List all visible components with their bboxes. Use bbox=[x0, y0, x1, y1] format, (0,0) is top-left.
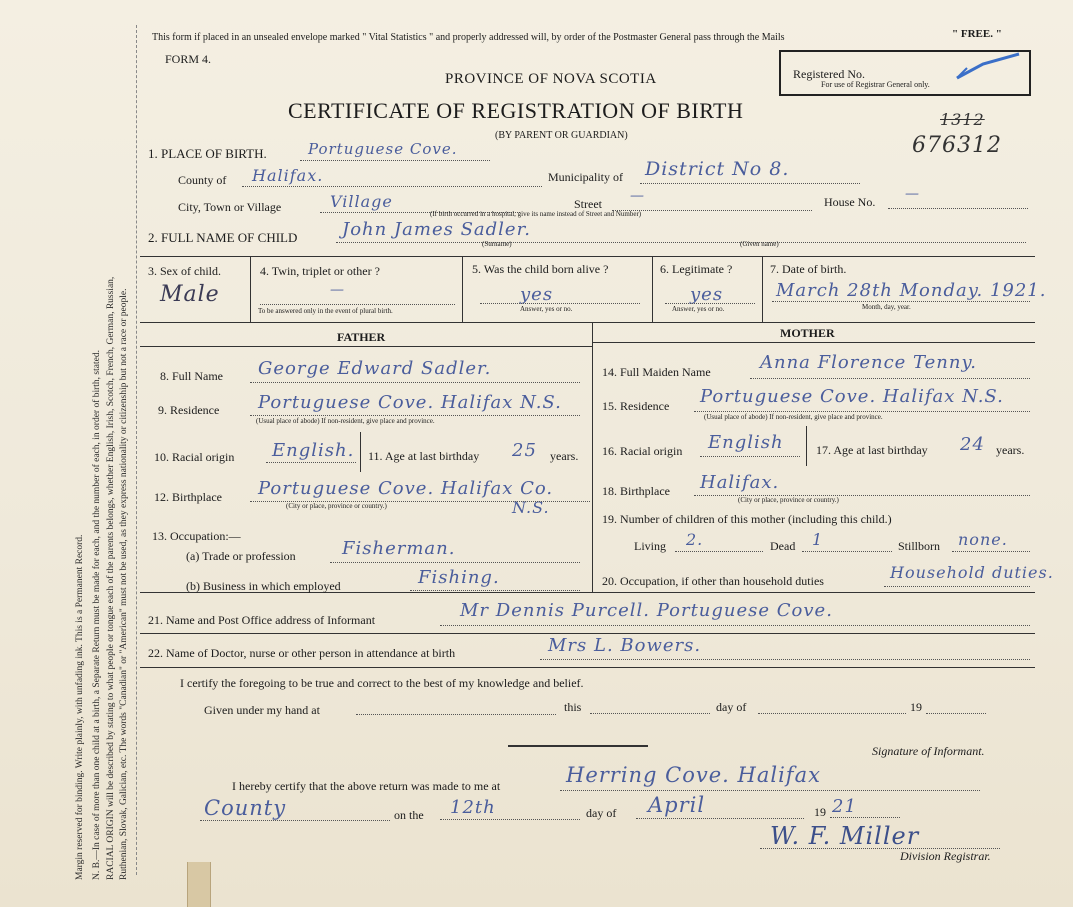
mother-name-label: 14. Full Maiden Name bbox=[602, 365, 711, 379]
informant-line bbox=[440, 625, 1030, 626]
this-label: this bbox=[564, 700, 582, 714]
legitimate-value: yes bbox=[690, 284, 724, 305]
father-business-value: Fishing. bbox=[418, 567, 500, 588]
father-birthplace-label: 12. Birthplace bbox=[154, 490, 222, 504]
father-racial-label: 10. Racial origin bbox=[154, 450, 235, 464]
given-place-line bbox=[356, 714, 556, 715]
twin-label: 4. Twin, triplet or other ? bbox=[260, 264, 380, 278]
father-trade-line bbox=[330, 562, 580, 563]
mother-racial-divider bbox=[806, 426, 807, 466]
mother-name-line bbox=[750, 378, 1030, 379]
legitimate-label: 6. Legitimate ? bbox=[660, 262, 733, 276]
mother-heading-rule bbox=[592, 342, 1035, 343]
father-age-label: 11. Age at last birthday bbox=[368, 449, 480, 463]
stillborn-value: none. bbox=[958, 530, 1008, 549]
binding-margin-line bbox=[136, 25, 137, 875]
informant-label: 21. Name and Post Office address of Informant bbox=[148, 613, 376, 627]
doctor-rule bbox=[140, 667, 1035, 668]
municipality-value: District No 8. bbox=[645, 158, 790, 180]
informant-signature-label: Signature of Informant. bbox=[872, 744, 985, 758]
father-business-label: (b) Business in which employed bbox=[186, 579, 341, 593]
province-heading: PROVINCE OF NOVA SCOTIA bbox=[445, 71, 657, 87]
date-of-birth-label: 7. Date of birth. bbox=[770, 262, 847, 276]
mother-birthplace-note: (City or place, province or country.) bbox=[738, 496, 839, 504]
registrar-signature: W. F. Miller bbox=[770, 822, 920, 850]
mother-children-label: 19. Number of children of this mother (including this child.) bbox=[602, 512, 892, 526]
father-residence-note: (Usual place of abode) If non-resident, give place and province. bbox=[256, 417, 435, 425]
mother-age-value: 24 bbox=[960, 434, 985, 455]
living-line bbox=[675, 551, 763, 552]
child-name-label: 2. FULL NAME OF CHILD bbox=[148, 230, 298, 245]
parents-divider bbox=[592, 322, 593, 592]
hospital-note: (If birth occurred in a hospital, give its name instead of Street and Number) bbox=[430, 210, 642, 218]
day-of-line bbox=[758, 713, 906, 714]
registered-note: For use of Registrar General only. bbox=[821, 80, 930, 89]
mother-occupation-label: 20. Occupation, if other than household duties bbox=[602, 574, 824, 588]
given-under-hand-label: Given under my hand at bbox=[204, 703, 320, 717]
twin-note: To be answered only in the event of plural birth. bbox=[258, 307, 393, 315]
row3-top-rule bbox=[140, 256, 1035, 257]
place-of-birth-line bbox=[300, 160, 490, 161]
registered-number-box bbox=[779, 50, 1031, 96]
child-name-value: John James Sadler. bbox=[342, 219, 531, 240]
city-value: Village bbox=[330, 192, 393, 211]
father-residence-label: 9. Residence bbox=[158, 403, 220, 417]
legitimate-line bbox=[665, 303, 755, 304]
doctor-label: 22. Name of Doctor, nurse or other person in attendance at birth bbox=[148, 646, 456, 660]
page-subtitle: (BY PARENT OR GUARDIAN) bbox=[495, 130, 628, 141]
mother-age-label: 17. Age at last birthday bbox=[816, 443, 928, 457]
father-name-line bbox=[250, 382, 580, 383]
binding-stub bbox=[187, 862, 211, 907]
legitimate-note: Answer, yes or no. bbox=[672, 305, 725, 313]
doctor-value: Mrs L. Bowers. bbox=[548, 635, 702, 656]
father-residence-line bbox=[250, 415, 580, 416]
father-years-label: years. bbox=[550, 449, 579, 463]
registrar-year-value: 21 bbox=[832, 796, 857, 817]
father-racial-value: English. bbox=[272, 440, 355, 461]
page-title: CERTIFICATE OF REGISTRATION OF BIRTH bbox=[288, 98, 744, 123]
father-birthplace-note: (City or place, province or country.) bbox=[286, 502, 387, 510]
twin-value: — bbox=[330, 282, 345, 298]
alive-label: 5. Was the child born alive ? bbox=[472, 262, 609, 276]
row3-div-1 bbox=[250, 256, 251, 322]
day-of-label: day of bbox=[716, 700, 747, 714]
dead-value: 1 bbox=[812, 530, 824, 549]
place-of-birth-value: Portuguese Cove. bbox=[308, 140, 458, 158]
father-residence-value: Portuguese Cove. Halifax N.S. bbox=[258, 392, 562, 413]
father-age-value: 25 bbox=[512, 440, 537, 461]
postal-free: " FREE. " bbox=[952, 28, 1002, 40]
registrar-month-line bbox=[636, 818, 804, 819]
year-prefix: 19 bbox=[910, 700, 922, 714]
street-value: — bbox=[630, 188, 645, 204]
mother-years-label: years. bbox=[996, 443, 1025, 457]
on-the-label: on the bbox=[394, 808, 424, 822]
registrar-day-line bbox=[440, 819, 580, 820]
county-label: County of bbox=[178, 173, 227, 187]
municipality-label: Municipality of bbox=[548, 170, 623, 184]
county-value: Halifax. bbox=[252, 166, 324, 185]
row3-div-3 bbox=[652, 256, 653, 322]
living-value: 2. bbox=[686, 530, 704, 549]
father-business-line bbox=[410, 590, 580, 591]
row3-div-2 bbox=[462, 256, 463, 322]
municipality-line bbox=[640, 183, 860, 184]
county-line bbox=[242, 186, 542, 187]
registrar-place-value: Herring Cove. Halifax bbox=[566, 763, 821, 787]
registrar-county-value: County bbox=[204, 796, 287, 820]
row3-bottom-rule bbox=[140, 322, 1035, 323]
postal-note: This form if placed in an unsealed envelope marked " Vital Statistics " and properly addressed will, by order of the Postmaster General pass through the Mails bbox=[152, 32, 785, 43]
side-note-2: N. B.—In case of more than one child at a birth, a Separate Return must be made for each, and the number of each, in order of birth, stated. bbox=[92, 350, 102, 880]
surname-note: (Surname) bbox=[482, 240, 512, 248]
registrar-place-line bbox=[560, 790, 980, 791]
mother-residence-label: 15. Residence bbox=[602, 399, 670, 413]
mother-heading: MOTHER bbox=[780, 326, 835, 340]
mother-residence-value: Portuguese Cove. Halifax N.S. bbox=[700, 386, 1004, 407]
sex-value: Male bbox=[160, 282, 220, 307]
alive-line bbox=[480, 303, 640, 304]
stillborn-label: Stillborn bbox=[898, 539, 941, 553]
registrar-day-of-label: day of bbox=[586, 806, 617, 820]
father-racial-divider bbox=[360, 432, 361, 472]
mother-birthplace-label: 18. Birthplace bbox=[602, 484, 670, 498]
informant-rule bbox=[140, 633, 1035, 634]
mother-racial-value: English bbox=[708, 432, 784, 453]
mother-occupation-value: Household duties. bbox=[890, 563, 1054, 582]
twin-line bbox=[260, 304, 455, 305]
dead-line bbox=[802, 551, 892, 552]
registration-number: 676312 bbox=[912, 133, 1002, 158]
father-heading: FATHER bbox=[337, 330, 386, 344]
old-number: 1312 bbox=[940, 110, 985, 129]
father-birthplace-value: Portuguese Cove. Halifax Co. bbox=[258, 478, 554, 499]
alive-note: Answer, yes or no. bbox=[520, 305, 573, 313]
blue-check-mark-icon bbox=[953, 52, 1023, 82]
side-note-4: Ruthenian, Slovak, Galician, etc. The words "Canadian" or "American" must not be used, as they express nationality or citizenship but not a race or people. bbox=[119, 288, 129, 880]
street-label: Street bbox=[574, 197, 602, 211]
father-heading-rule bbox=[140, 346, 592, 347]
father-trade-value: Fisherman. bbox=[342, 538, 456, 559]
mother-residence-note: (Usual place of abode) If non-resident, give place and province. bbox=[704, 413, 883, 421]
informant-signature-line bbox=[508, 745, 648, 747]
father-trade-label: (a) Trade or profession bbox=[186, 549, 296, 563]
year-line bbox=[926, 713, 986, 714]
side-note-1: Margin reserved for binding. Write plainly, with unfading ink. This is a Permanent Record. bbox=[75, 534, 85, 880]
father-name-value: George Edward Sadler. bbox=[258, 358, 492, 379]
father-name-label: 8. Full Name bbox=[160, 369, 223, 383]
house-label: House No. bbox=[824, 195, 876, 209]
father-occupation-label: 13. Occupation:— bbox=[152, 529, 241, 543]
registrar-county-line bbox=[200, 820, 390, 821]
this-day-line bbox=[590, 713, 710, 714]
registrar-day-value: 12th bbox=[450, 797, 496, 818]
sex-label: 3. Sex of child. bbox=[148, 264, 221, 278]
registrar-month-value: April bbox=[648, 793, 706, 817]
place-of-birth-label: 1. PLACE OF BIRTH. bbox=[148, 146, 267, 161]
side-note-3: RACIAL ORIGIN will be described by stating to what people or tongue each of the parents belongs, whether English, Irish, Scotch, French, German, Russian, bbox=[106, 276, 116, 880]
mother-residence-line bbox=[694, 411, 1030, 412]
date-of-birth-line bbox=[772, 301, 1030, 302]
living-label: Living bbox=[634, 539, 666, 553]
mother-racial-label: 16. Racial origin bbox=[602, 444, 683, 458]
house-value: — bbox=[905, 186, 920, 202]
registrar-statement: I hereby certify that the above return was made to me at bbox=[232, 779, 501, 793]
registrar-year-line bbox=[830, 817, 900, 818]
mother-birthplace-value: Halifax. bbox=[700, 472, 780, 493]
given-name-note: (Given name) bbox=[740, 240, 779, 248]
stillborn-line bbox=[952, 551, 1030, 552]
father-racial-line bbox=[266, 462, 356, 463]
mother-name-value: Anna Florence Tenny. bbox=[760, 352, 977, 373]
street-line bbox=[612, 210, 812, 211]
alive-value: yes bbox=[520, 284, 554, 305]
row3-div-4 bbox=[762, 256, 763, 322]
doctor-line bbox=[540, 659, 1030, 660]
mother-racial-line bbox=[700, 456, 800, 457]
father-birthplace-value-2: N.S. bbox=[512, 498, 550, 517]
registered-label: Registered No. bbox=[793, 67, 865, 81]
date-of-birth-note: Month, day, year. bbox=[862, 303, 911, 311]
house-line bbox=[888, 208, 1028, 209]
certify-statement: I certify the foregoing to be true and correct to the best of my knowledge and belief. bbox=[180, 676, 584, 690]
mother-occupation-line bbox=[884, 586, 1030, 587]
dead-label: Dead bbox=[770, 539, 796, 553]
division-registrar-label: Division Registrar. bbox=[900, 849, 991, 863]
informant-value: Mr Dennis Purcell. Portuguese Cove. bbox=[460, 600, 833, 621]
child-name-line bbox=[336, 242, 1026, 243]
city-label: City, Town or Village bbox=[178, 200, 282, 214]
date-of-birth-value: March 28th Monday. 1921. bbox=[776, 280, 1047, 301]
form-number: FORM 4. bbox=[165, 52, 212, 66]
registrar-year-prefix: 19 bbox=[814, 805, 826, 819]
